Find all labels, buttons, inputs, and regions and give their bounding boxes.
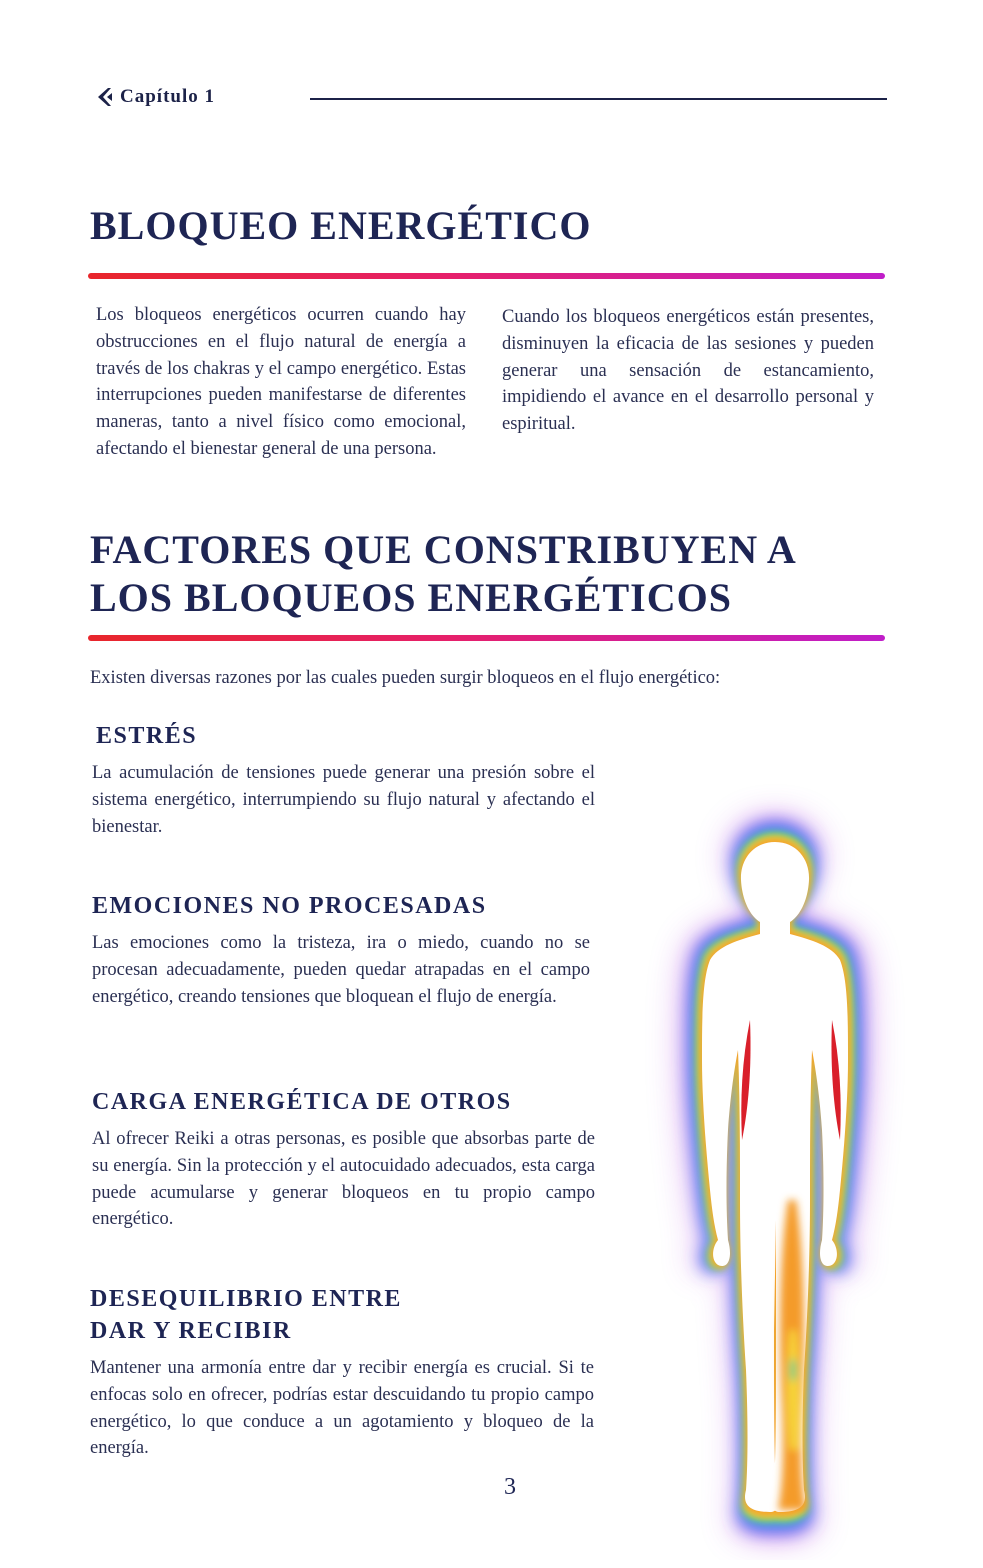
factor-title-line2: DAR Y RECIBIR — [90, 1318, 292, 1344]
section-title-factores — [90, 526, 797, 622]
chapter-header — [96, 86, 215, 108]
gradient-divider — [88, 273, 885, 279]
section-title-bloqueo: BLOQUEO ENERGÉTICO — [90, 203, 592, 248]
header-divider — [310, 98, 887, 100]
factor-title-emociones: EMOCIONES NO PROCESADAS — [92, 893, 487, 919]
section-title-line1: FACTORES QUE CONSTRIBUYEN A — [90, 527, 797, 572]
factor-text-estres: La acumulación de tensiones puede generar una presión sobre el sistema energético, interrumpiendo su flujo natural y afectando el bienestar. — [92, 763, 595, 837]
factor-text-carga: Al ofrecer Reiki a otras personas, es posible que absorbas parte de su energía. Sin la protección y el autocuidado adecuados, esta carga puede acumularse y generar bloqueos en tu propio campo energético. — [92, 1129, 595, 1230]
factors-lead: Existen diversas razones por las cuales pueden surgir bloqueos en el flujo energético: — [90, 668, 721, 688]
page-number: 3 — [504, 1474, 516, 1500]
factor-text-emociones: Las emociones como la tristeza, ira o miedo, cuando no se procesan adecuadamente, pueden quedar atrapadas en el campo energético, creando tensiones que bloquean el flujo de energía. — [92, 933, 590, 1007]
intro-paragraph-left: Los bloqueos energéticos ocurren cuando hay obstrucciones en el flujo natural de energía a través de los chakras y el campo energético. Estas interrupciones pueden manifestarse de diferentes maneras, tanto a nivel físico como emocional, afectando el bienestar general de una persona. — [96, 305, 466, 459]
factor-title-estres: ESTRÉS — [96, 723, 198, 749]
factor-title-desequilibrio — [90, 1283, 402, 1347]
chapter-label: Capítulo 1 — [120, 86, 215, 107]
section-title-line2: LOS BLOQUEOS ENERGÉTICOS — [90, 575, 732, 620]
human-aura-illustration — [610, 770, 940, 1560]
intro-paragraph-right: Cuando los bloqueos energéticos están presentes, disminuyen la eficacia de las sesiones y pueden generar una sensación de estancamiento, impidiendo el avance en el desarrollo personal y espiritual. — [502, 307, 874, 435]
factor-text-desequilibrio: Mantener una armonía entre dar y recibir energía es crucial. Si te enfocas solo en ofrecer, podrías estar descuidando tu propio campo energético, lo que conduce a un agotamiento y bloqueo de la energía. — [90, 1358, 594, 1459]
factor-title-carga: CARGA ENERGÉTICA DE OTROS — [92, 1089, 512, 1115]
gradient-divider — [88, 635, 885, 641]
chevron-left-icon — [96, 87, 114, 107]
factor-title-line1: DESEQUILIBRIO ENTRE — [90, 1286, 402, 1312]
